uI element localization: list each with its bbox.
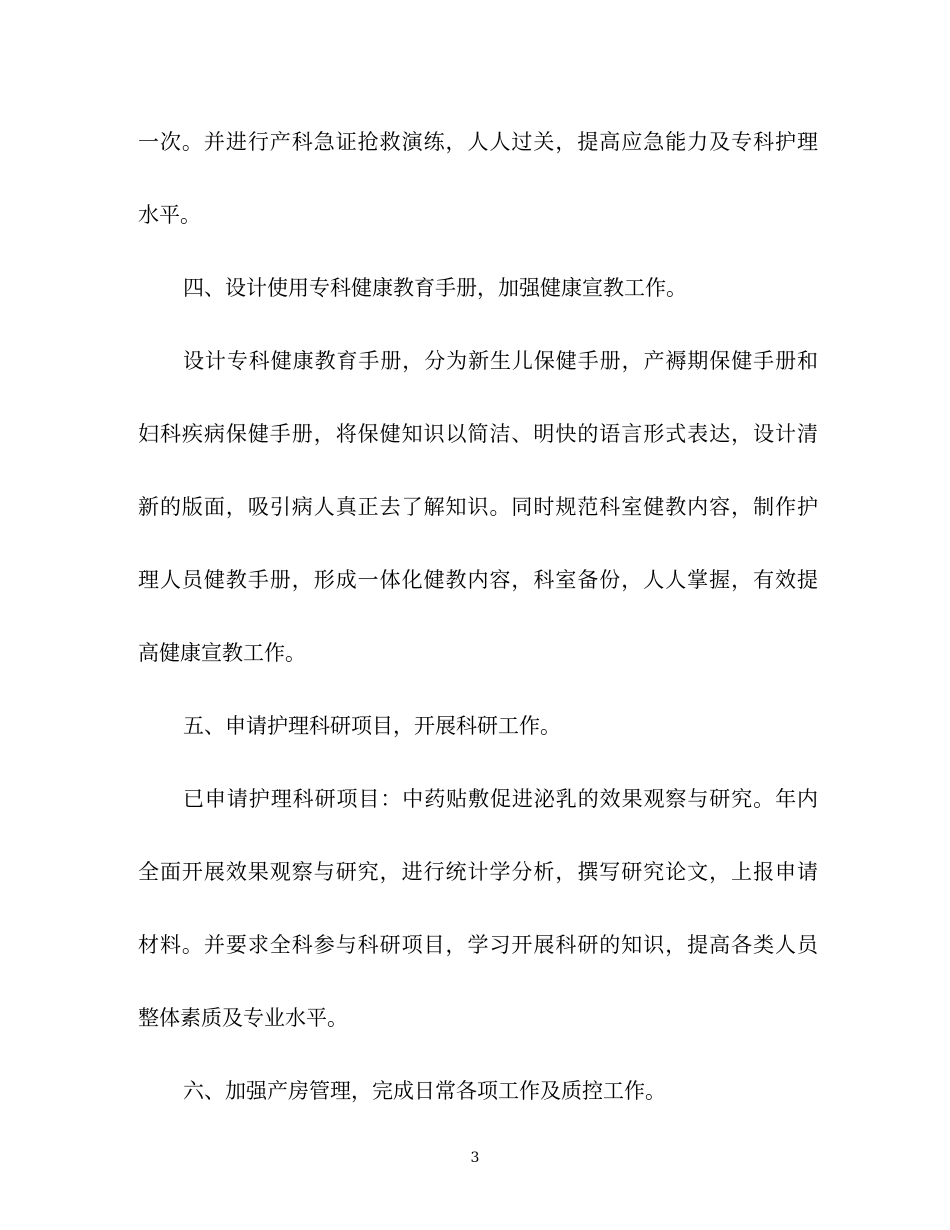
text-line: 理人员健教手册，形成一体化健教内容，科室备份，人人掌握，有效提 [138,568,818,592]
section-heading: 五、申请护理科研项目，开展科研工作。 [183,714,561,738]
section-heading: 六、加强产房管理，完成日常各项工作及质控工作。 [183,1079,666,1103]
text-line: 水平。 [138,203,201,227]
text-line: 材料。并要求全科参与科研项目，学习开展科研的知识，提高各类人员 [138,933,818,957]
text-line: 整体素质及专业水平。 [138,1006,348,1030]
text-line: 妇科疾病保健手册，将保健知识以简洁、明快的语言形式表达，设计清 [138,422,818,446]
section-heading: 四、设计使用专科健康教育手册，加强健康宣教工作。 [183,276,687,300]
text-line: 新的版面，吸引病人真正去了解知识。同时规范科室健教内容，制作护 [138,495,818,519]
text-line: 高健康宣教工作。 [138,641,306,665]
page-number: 3 [470,1150,480,1166]
text-line: 全面开展效果观察与研究，进行统计学分析，撰写研究论文，上报申请 [138,860,818,884]
text-line: 设计专科健康教育手册，分为新生儿保健手册，产褥期保健手册和 [183,349,818,373]
text-line: 已申请护理科研项目：中药贴敷促进泌乳的效果观察与研究。年内 [183,787,818,811]
text-line: 一次。并进行产科急证抢救演练，人人过关，提高应急能力及专科护理 [138,130,818,154]
